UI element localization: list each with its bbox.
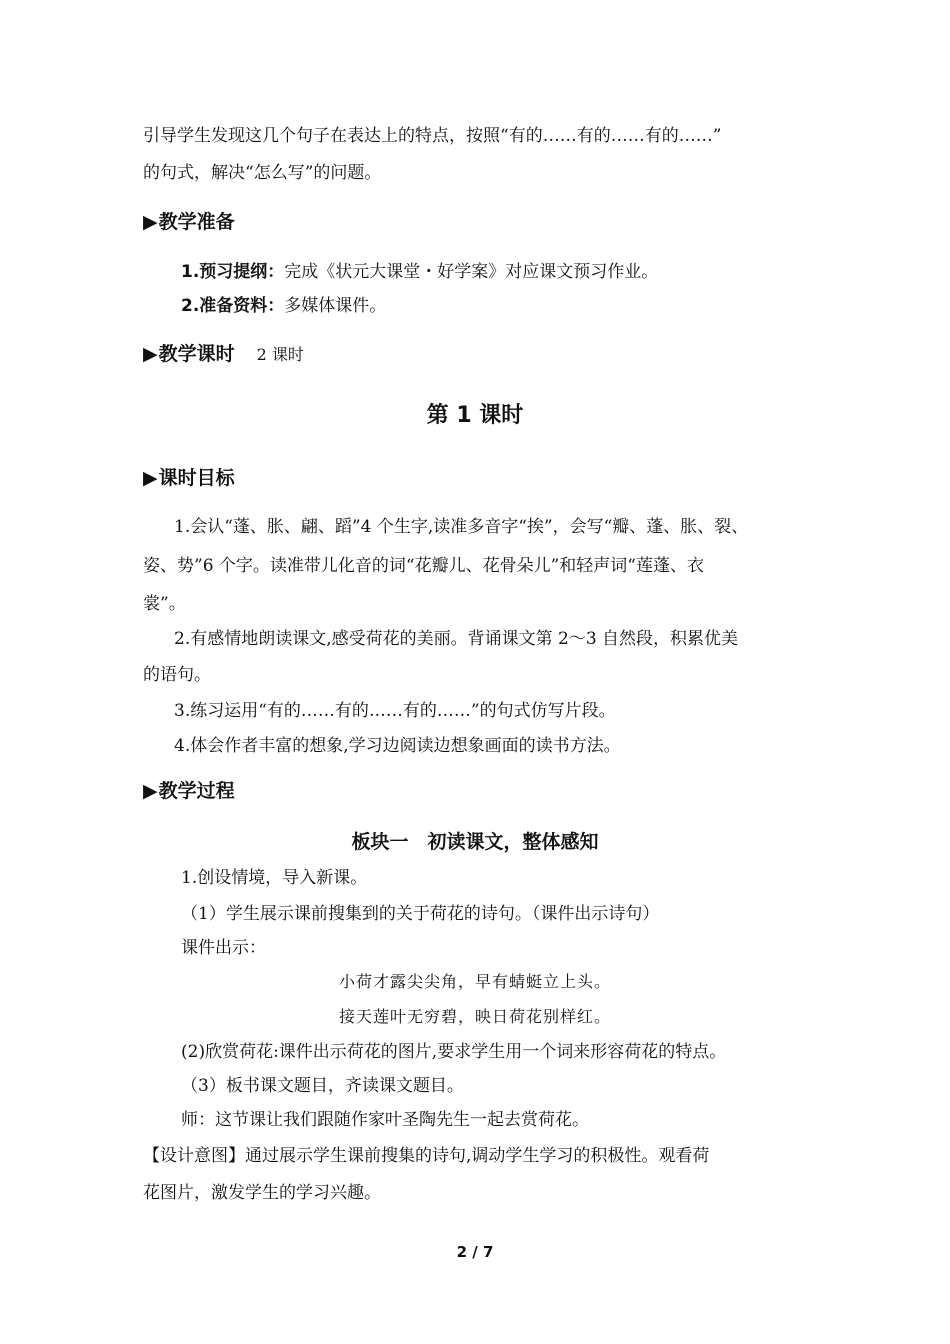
process-paragraph-5: （3）板书课文题目，齐读课文题目。 bbox=[181, 1076, 464, 1096]
section-heading-goals: ▶课时目标 bbox=[143, 467, 235, 489]
prep-item-2: 2.准备资料：多媒体课件。 bbox=[181, 296, 387, 316]
triangle-bullet-icon: ▶ bbox=[143, 343, 158, 365]
design-intent-label: 【设计意图】 bbox=[143, 1146, 245, 1166]
process-paragraph-4: (2)欣赏荷花:课件出示荷花的图片,要求学生用一个词来形容荷花的特点。 bbox=[181, 1042, 727, 1062]
section-heading-process: ▶教学过程 bbox=[143, 780, 235, 802]
prep-item-1: 1.预习提纲：完成《状元大课堂・好学案》对应课文预习作业。 bbox=[181, 262, 659, 282]
section-heading-prep: ▶教学准备 bbox=[143, 211, 235, 233]
poem-line-2: 接天莲叶无穷碧，映日荷花别样红。 bbox=[338, 1007, 611, 1026]
triangle-bullet-icon: ▶ bbox=[143, 467, 158, 489]
goal-1-line-3: 裳”。 bbox=[143, 594, 186, 614]
page-number: 2 / 7 bbox=[456, 1243, 494, 1261]
poem-line-1: 小荷才露尖尖角，早有蜻蜓立上头。 bbox=[338, 972, 611, 991]
hours-value: 2 课时 bbox=[256, 345, 304, 364]
process-paragraph-6: 师：这节课让我们跟随作家叶圣陶先生一起去赏荷花。 bbox=[181, 1110, 589, 1130]
goal-4: 4.体会作者丰富的想象,学习边阅读边想象画面的读书方法。 bbox=[174, 736, 621, 756]
triangle-bullet-icon: ▶ bbox=[143, 780, 158, 802]
goal-2-line-1: 2.有感情地朗读课文,感受荷花的美丽。背诵课文第 2～3 自然段，积累优美 bbox=[174, 629, 739, 649]
goal-2-line-2: 的语句。 bbox=[143, 665, 211, 685]
block-title: 板块一 初读课文，整体感知 bbox=[351, 831, 599, 853]
design-intent-line-1: 【设计意图】通过展示学生课前搜集的诗句,调动学生学习的积极性。观看荷 bbox=[143, 1146, 710, 1166]
process-paragraph-3: 课件出示： bbox=[181, 938, 266, 958]
goal-3: 3.练习运用“有的……有的……有的……”的句式仿写片段。 bbox=[174, 701, 616, 721]
process-paragraph-2: （1）学生展示课前搜集到的关于荷花的诗句。（课件出示诗句） bbox=[181, 904, 660, 924]
intro-line-1: 引导学生发现这几个句子在表达上的特点，按照“有的……有的……有的……” bbox=[143, 126, 722, 146]
section-heading-hours: ▶教学课时 2 课时 bbox=[143, 343, 304, 365]
triangle-bullet-icon: ▶ bbox=[143, 211, 158, 233]
lesson-title: 第 1 课时 bbox=[426, 403, 524, 428]
goal-1-line-2: 姿、势”6 个字。读准带儿化音的词“花瓣儿、花骨朵儿”和轻声词“莲蓬、衣 bbox=[143, 556, 704, 576]
goal-1-line-1: 1.会认“蓬、胀、翩、蹈”4 个生字,读准多音字“挨”，会写“瓣、蓬、胀、裂、 bbox=[174, 517, 749, 537]
process-paragraph-1: 1.创设情境，导入新课。 bbox=[181, 868, 368, 888]
intro-line-2: 的句式，解决“怎么写”的问题。 bbox=[143, 163, 382, 183]
design-intent-line-2: 花图片，激发学生的学习兴趣。 bbox=[143, 1183, 381, 1203]
